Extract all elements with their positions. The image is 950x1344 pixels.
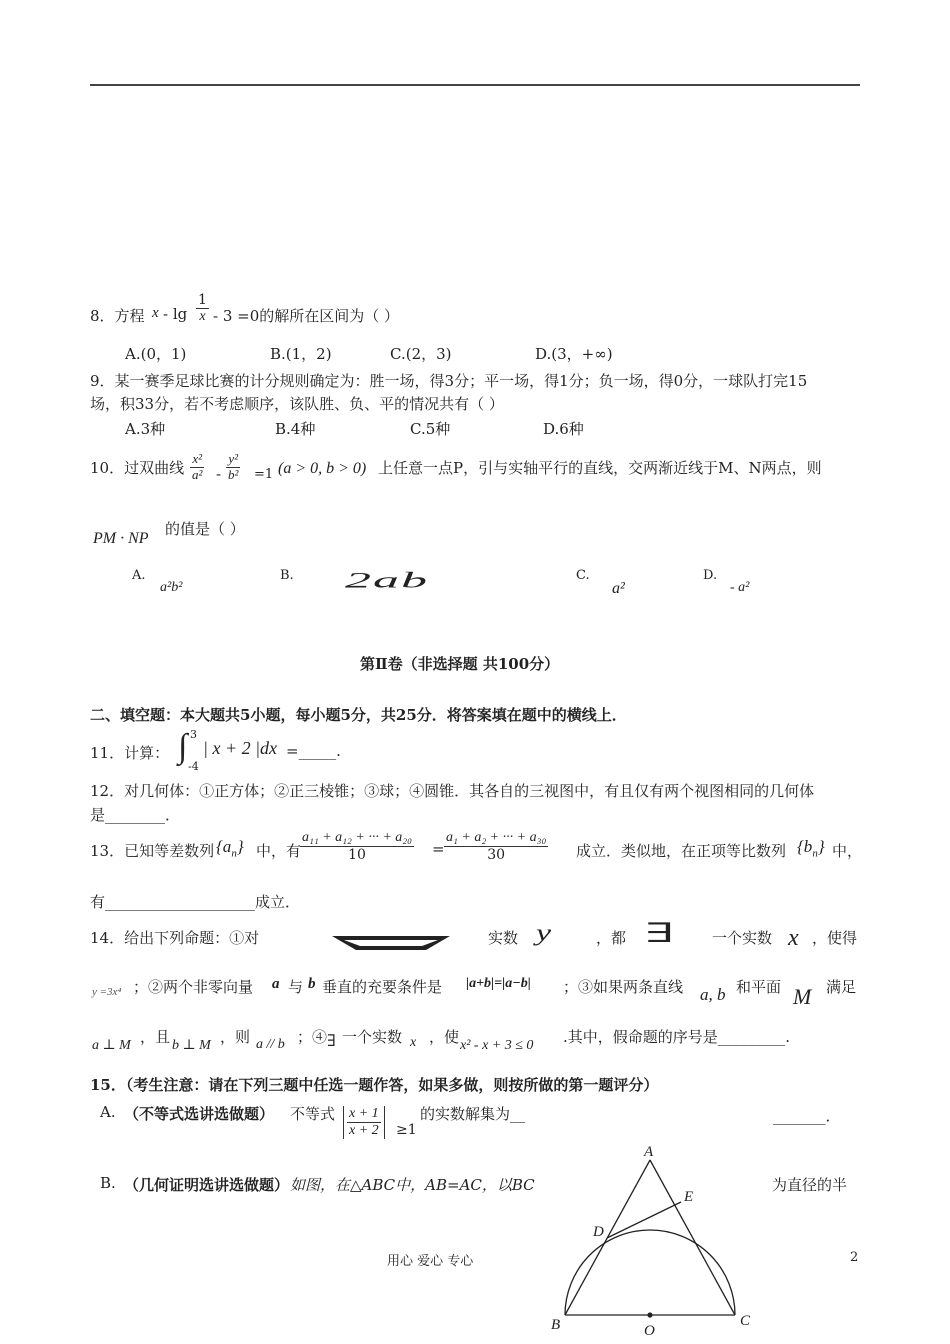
q13-f1-den: 10 (300, 846, 414, 863)
q8-option-a: A.(0，1) (125, 345, 187, 363)
q13-fraction-1 (300, 830, 414, 863)
q10-minus: - (216, 465, 222, 483)
q13-label: 13．已知等差数列 (90, 842, 215, 860)
q10-condition: (a > 0, b > 0) (278, 460, 367, 477)
q10-fraction-x (190, 452, 204, 483)
q14-ab: a, b (700, 985, 726, 1004)
q8-frac-den: x (196, 308, 209, 325)
forall-large-icon (330, 932, 452, 954)
q8-lg: - lg (163, 305, 188, 323)
q14-part3: ；③如果两条直线 (563, 978, 684, 996)
q8-option-d: D.(3，+∞) (535, 345, 613, 363)
footer-slogan: 用心 爱心 专心 (387, 1254, 474, 1269)
q15-a-ge: ≥1 (396, 1122, 417, 1138)
q8-stem-b: - 3 =0的解所在区间为（ ） (213, 307, 400, 325)
forall-shape-inner (344, 940, 438, 946)
q15-a-fraction (343, 1106, 385, 1139)
q11-integrand: | x + 2 |dx (203, 738, 278, 758)
q15-heading: 15．（考生注意：请在下列三题中任选一题作答，如果多做，则按所做的第一题评分） (90, 1076, 659, 1094)
q15-b-text: 如图，在△ABC中，AB=AC，以BC (290, 1176, 535, 1194)
q8-option-b: B.(1，2) (270, 345, 332, 363)
q14-shide: ，使得 (812, 929, 858, 947)
q10-pm-np: PM · NP (93, 530, 149, 547)
q10-f2-den: b² (228, 466, 239, 482)
q10-option-c-expr: a² (612, 580, 625, 597)
q9-option-d: D.6种 (543, 420, 584, 438)
exists-icon: ∃ (327, 1031, 336, 1050)
q8-frac-num: 1 (198, 292, 207, 308)
q10-text-after: 上任意一点P，引与实轴平行的直线，交两渐近线于M、N两点，则 (378, 459, 822, 477)
integral-sign-icon: ∫ (178, 728, 188, 765)
q10-option-d-label: D. (703, 568, 718, 583)
q10-option-d-expr: - a² (730, 580, 750, 595)
q14-M: M (793, 984, 812, 1009)
q14-real: 实数 (488, 929, 519, 947)
q15-b-label: B. (100, 1174, 116, 1192)
q10-eq: =1 (254, 467, 274, 482)
q15-b-tail: 为直径的半 (772, 1176, 848, 1194)
point-label-e: E (684, 1189, 694, 1205)
q9-option-c: C.5种 (410, 420, 451, 438)
q10-option-c-label: C. (576, 568, 590, 583)
q15-a-blank: _______． (773, 1107, 841, 1125)
q14-yu: 与 (288, 978, 304, 996)
q14-shi: ，使 (429, 1028, 460, 1046)
q14-x2: x (410, 1035, 417, 1050)
center-point (647, 1312, 652, 1317)
q13-f1-num: a₁₁ + a₁₂ + ··· + a₂₀ (302, 830, 413, 845)
q14-x: x (788, 925, 799, 951)
page-number: 2 (850, 1250, 859, 1265)
q9-line1: 9．某一赛季足球比赛的计分规则确定为：胜一场，得3分；平一场，得1分；负一场，得0分，一球队打完15 (90, 372, 808, 390)
q14-one-real: 一个实数 (712, 929, 773, 947)
part2-title: 第Ⅱ卷（非选择题 共100分） (360, 655, 560, 673)
q12-line1: 12．对几何体：①正方体；②正三棱锥；③球；④圆锥．其各自的三视图中，有且仅有两个视图相同的几何体 (90, 782, 815, 800)
semicircle-arc (565, 1230, 735, 1315)
q13-end: 中， (832, 842, 863, 860)
q10-fraction-y (226, 452, 240, 483)
q14-plane-text: 和平面 (736, 978, 782, 996)
q14-vec-a: a (272, 976, 280, 992)
point-label-d: D (593, 1224, 604, 1240)
point-label-o: O (644, 1323, 655, 1339)
q11-upper: 3 (190, 728, 197, 741)
q14-one-real2: 一个实数 (342, 1028, 403, 1046)
q12-line2: 是________． (90, 806, 181, 824)
header-rule (90, 84, 860, 86)
q10-option-a-label: A. (132, 568, 146, 583)
q14-eq-y: y =3x⁴ (92, 986, 122, 998)
q15-a-after: 的实数解集为__ (420, 1105, 526, 1123)
q14-part4: ；④ (297, 1028, 328, 1046)
q14-a-perp: a ⊥ M (92, 1038, 131, 1053)
q10-value-text: 的值是（ ） (165, 520, 245, 538)
q10-f1-num: x² (192, 451, 203, 466)
q9-line2: 场，积33分，若不考虑顺序，该队胜、负、平的情况共有（ ） (90, 395, 504, 413)
q14-vec-b: b (308, 976, 316, 992)
q13-seq-a-open: {a (216, 837, 232, 856)
q13-fraction-2 (444, 830, 548, 863)
q14-ze: ，则 (220, 1028, 251, 1046)
q14-label: 14．给出下列命题：①对 (90, 929, 260, 947)
q15-a-den: x + 2 (349, 1123, 379, 1139)
q15-b-topic: （几何证明选讲选做题） (124, 1176, 290, 1194)
q13-eq: = (432, 840, 445, 858)
q14-y: y (536, 920, 552, 946)
segment-ac (650, 1160, 735, 1315)
q14-qie: ，且 (140, 1028, 171, 1046)
q9-option-a: A.3种 (125, 420, 166, 438)
q10-f1-den: a² (192, 466, 203, 482)
q9-option-b: B.4种 (275, 420, 316, 438)
q13-seq-b-open: {b (797, 837, 813, 856)
q8-fraction (196, 292, 209, 325)
q13-f2-num: a₁ + a₂ + ··· + a₃₀ (446, 830, 547, 845)
q13-f2-den: 30 (444, 846, 548, 863)
q14-du: ，都 (596, 929, 627, 947)
q10-f2-num: y² (228, 451, 239, 466)
q8-x: x (152, 305, 159, 321)
q15-a-num: x + 1 (349, 1106, 379, 1121)
point-label-c: C (740, 1313, 751, 1329)
q13-seq-a (216, 837, 244, 859)
q13-seq-a-close: } (236, 837, 244, 856)
q14-part2: ；②两个非零向量 (133, 978, 254, 996)
q14-part2b: 垂直的充要条件是 (322, 978, 443, 996)
q8-option-c: C.(2，3) (390, 345, 452, 363)
q11-lower: -4 (188, 760, 199, 773)
q15-a-text: 不等式 (290, 1105, 336, 1123)
q14-satisfy: 满足 (826, 978, 857, 996)
point-label-b: B (551, 1317, 561, 1333)
q10-option-b-label: B. (280, 568, 294, 583)
q10-label: 10．过双曲线 (90, 459, 185, 477)
q14-end: .其中，假命题的序号是_________. (563, 1028, 791, 1046)
geometry-figure (540, 1140, 770, 1344)
q15-a-topic: （不等式选讲选做题） (124, 1105, 275, 1123)
section2-heading: 二、填空题：本大题共5小题，每小题5分，共25分．将答案填在题中的横线上． (90, 706, 627, 724)
q14-a-par: a // b (256, 1037, 285, 1052)
q11-label: 11．计算： (90, 744, 170, 762)
q14-ineq: x² - x + 3 ≤ 0 (460, 1038, 534, 1053)
q13-after: 成立．类似地，在正项等比数列 (576, 842, 787, 860)
q10-option-a-expr: a²b² (160, 580, 183, 595)
q13-seq-b-close: } (817, 837, 825, 856)
q15-a-label: A. (100, 1103, 116, 1121)
q13-mid: 中，有 (256, 842, 302, 860)
q10-option-b-expr: 2ab (345, 568, 429, 593)
q14-b-perp: b ⊥ M (172, 1038, 211, 1053)
q13-seq-a-sub: n (231, 847, 237, 860)
q13-line2: 有____________________成立． (90, 893, 301, 911)
q8-stem-a: 8．方程 (90, 307, 145, 325)
point-label-a: A (644, 1144, 654, 1160)
q11-blank: =_____. (286, 742, 341, 760)
q14-abs-expr: |a+b|=|a−b| (466, 976, 531, 991)
q13-seq-b-sub: n (812, 847, 818, 860)
q13-seq-b (797, 837, 825, 859)
exists-large-icon: ∃ (645, 918, 675, 949)
